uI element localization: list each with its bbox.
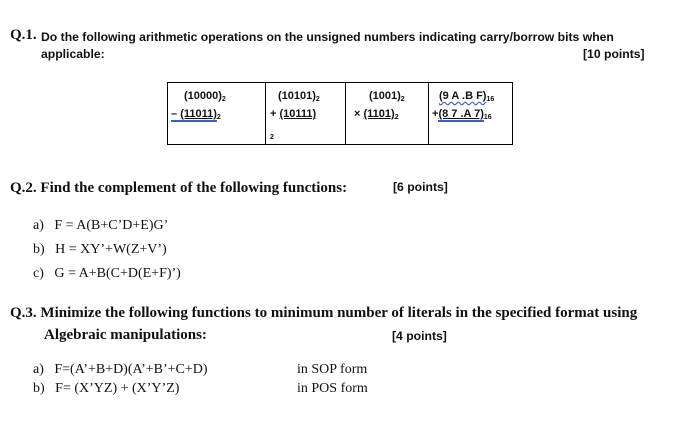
operand-2: + (10111)	[270, 108, 317, 120]
ops-cell-addition	[265, 83, 345, 144]
q3-points: [4 points]	[392, 329, 447, 343]
q2-label: Q.2. Find the complement of the following functions:	[10, 180, 348, 196]
q1-points: [10 points]	[583, 47, 645, 61]
q2-item-a: a) F = A(B+C’D+E)G’	[33, 218, 169, 233]
q1-label: Q.1.	[10, 27, 37, 43]
operand-2: – $(11011)_2$	[171, 108, 221, 121]
ops-cell-multiplication	[345, 83, 428, 144]
q3-item-a: a) F=(A’+B+D)(A’+B’+C+D)	[33, 362, 208, 377]
q3-item-b-form: in POS form	[297, 381, 368, 396]
ops-cell-hex-addition	[428, 83, 512, 144]
q1-instruction: Do the following arithmetic operations on the unsigned numbers indicating carry/borrow bits when	[41, 30, 614, 44]
q3-item-b: b) F= (X’YZ) + (X’Y’Z)	[33, 381, 180, 396]
q1-instruction-cont: applicable:	[41, 47, 105, 61]
base-label: 2	[270, 134, 274, 141]
operand-1: $(1001)_2$	[369, 90, 405, 103]
q2-points: [6 points]	[393, 180, 448, 194]
operand-1: $(10000)_2$	[184, 90, 226, 103]
q2-item-c: c) G = A+B(C+D(E+F)’)	[33, 266, 181, 281]
q2-item-b: b) H = XY’+W(Z+V’)	[33, 242, 167, 257]
operand-2: × $(1101)_2$	[354, 108, 399, 121]
operations-table	[167, 82, 513, 145]
q3-label: Q.3. Minimize the following functions to minimum number of literals in the specified format using	[10, 305, 638, 321]
ops-cell-subtraction	[168, 83, 265, 144]
q3-item-a-form: in SOP form	[297, 362, 368, 377]
operand-1: $(10101)_2$	[278, 90, 320, 103]
q3-label-cont: Algebraic manipulations:	[44, 327, 207, 343]
operand-1: (9 A .B $F)_{16}$	[439, 90, 495, 103]
operand-2: +(8 7 .A $7)_{16}$	[432, 108, 492, 121]
